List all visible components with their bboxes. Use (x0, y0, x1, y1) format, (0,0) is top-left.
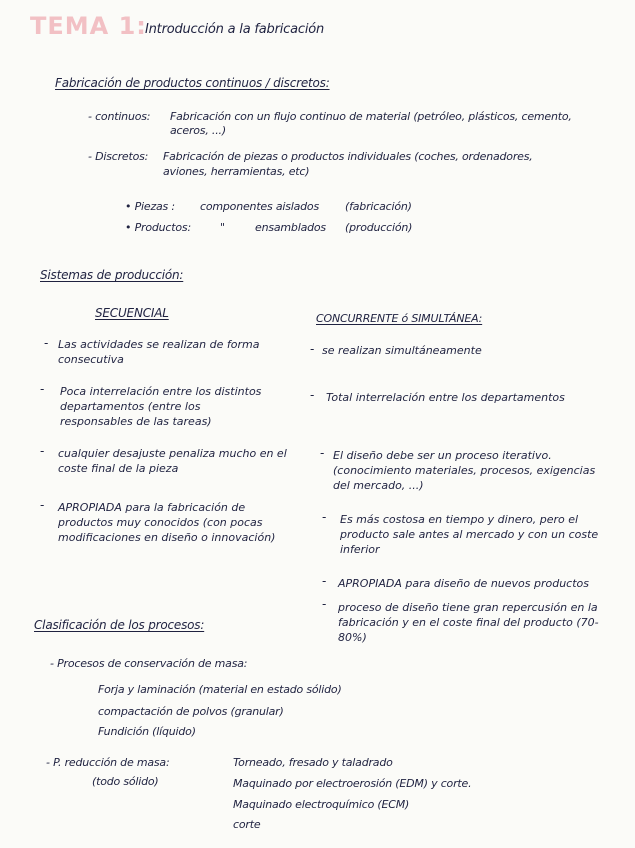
concurrente-item-6: proceso de diseño tiene gran repercusión en la fabricación y en el coste final del producto (70-80%) (338, 601, 599, 644)
concurrente-item-5: APROPIADA para diseño de nuevos productos (338, 577, 590, 590)
secuencial-item-4: APROPIADA para la fabricación de productos muy conocidos (con pocas modificaciones en diseño o innovación) (58, 501, 276, 544)
productos-note: (producción) (345, 221, 413, 234)
secuencial-item-2: Poca interrelación entre los distintos departamentos (entre los responsables de las tareas) (60, 385, 262, 428)
page-title: Introducción a la fabricación (145, 22, 325, 37)
reduccion-item-4: corte (233, 818, 261, 831)
reduccion-item-1: Torneado, fresado y taladrado (233, 756, 393, 769)
discretos-text-line1: Fabricación de piezas o productos individuales (coches, ordenadores, (163, 150, 533, 163)
reduccion-label: - P. reducción de masa: (46, 756, 170, 769)
reduccion-item-2: Maquinado por electroerosión (EDM) y corte. (233, 777, 472, 790)
section-heading-clasificacion: Clasificación de los procesos: (34, 618, 205, 632)
conservacion-label: - Procesos de conservación de masa: (50, 657, 248, 670)
secuencial-item-1: Las actividades se realizan de forma consecutiva (58, 338, 260, 366)
reduccion-item-3: Maquinado electroquímico (ECM) (233, 798, 410, 811)
productos-value: ensamblados (255, 221, 326, 234)
bullet-dash: - (310, 342, 315, 356)
bullet-dash: - (322, 574, 327, 588)
discretos-text-line2: aviones, herramientas, etc) (163, 165, 310, 178)
concurrente-item-3: El diseño debe ser un proceso iterativo. (conocimiento materiales, procesos, exigencias del mercado, ...) (333, 449, 596, 492)
discretos-label: - Discretos: (88, 150, 149, 163)
continuos-text-line2: aceros, ...) (170, 124, 226, 137)
piezas-value: componentes aislados (200, 200, 319, 213)
bullet-dash: - (40, 444, 45, 458)
bullet-dash: - (310, 388, 315, 402)
bullet-dash: - (40, 382, 45, 396)
productos-label: • Productos: (125, 221, 191, 234)
secuencial-title: SECUENCIAL (95, 306, 169, 320)
bullet-dash: - (44, 336, 49, 350)
piezas-label: • Piezas : (125, 200, 175, 213)
bullet-dash: - (322, 597, 327, 611)
conservacion-item-3: Fundición (líquido) (98, 725, 196, 738)
secuencial-item-3: cualquier desajuste penaliza mucho en el coste final de la pieza (58, 447, 287, 475)
conservacion-item-2: compactación de polvos (granular) (98, 705, 284, 718)
concurrente-item-4: Es más costosa en tiempo y dinero, pero el producto sale antes al mercado y con un coste inferior (340, 513, 599, 556)
piezas-note: (fabricación) (345, 200, 412, 213)
section-heading-sistemas: Sistemas de producción: (40, 268, 184, 282)
bullet-dash: - (320, 446, 325, 460)
bullet-dash: - (322, 510, 327, 524)
concurrente-item-1: se realizan simultáneamente (322, 344, 482, 357)
section-heading-continuos-discretos: Fabricación de productos continuos / discretos: (55, 76, 330, 90)
reduccion-sub: (todo sólido) (92, 775, 159, 788)
conservacion-item-1: Forja y laminación (material en estado sólido) (98, 683, 342, 696)
continuos-text-line1: Fabricación con un flujo continuo de material (petróleo, plásticos, cemento, (170, 110, 572, 123)
productos-ditto: " (220, 221, 225, 234)
bullet-dash: - (40, 498, 45, 512)
concurrente-title: CONCURRENTE ó SIMULTÁNEA: (316, 312, 483, 325)
tema-label: TEMA 1: (30, 12, 147, 40)
concurrente-item-2: Total interrelación entre los departamentos (326, 391, 565, 404)
continuos-label: - continuos: (88, 110, 151, 123)
